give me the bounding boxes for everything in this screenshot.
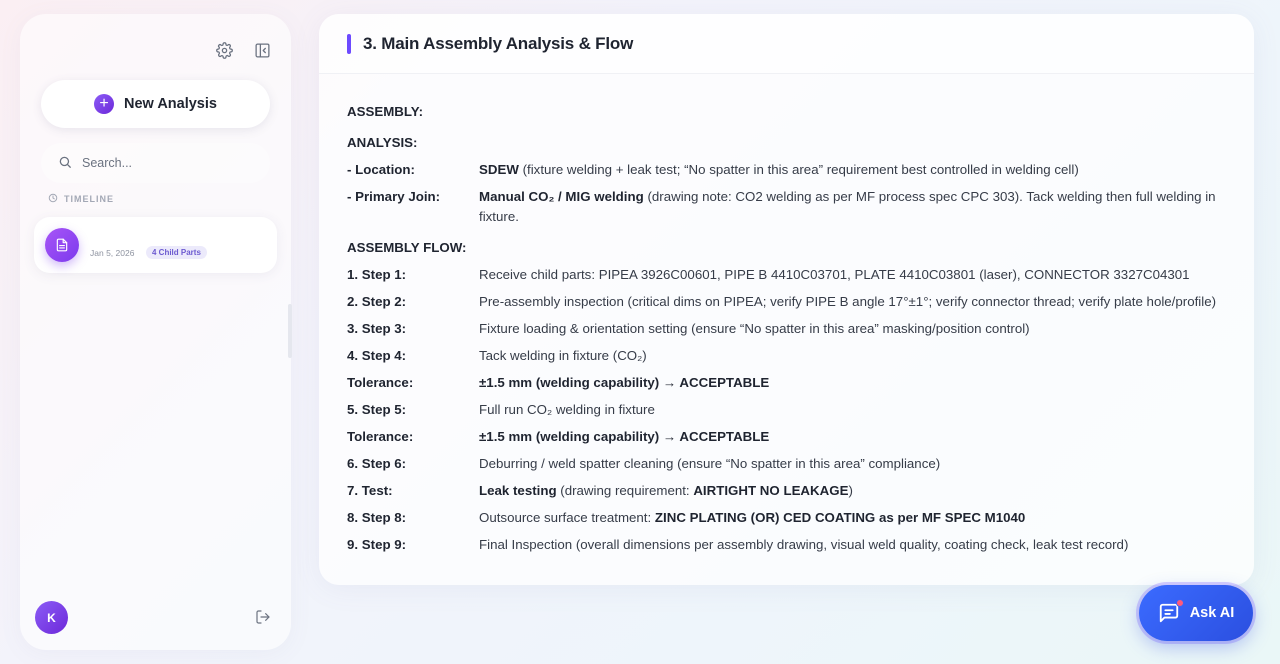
gear-icon[interactable] (215, 41, 233, 59)
analysis-panel (319, 14, 1254, 585)
search-placeholder: Search... (82, 156, 133, 170)
child-parts-badge: 4 Child Parts (146, 246, 207, 259)
step-text: Pre-assembly inspection (critical dims on PIPEA; verify PIPE B angle 17°±1°; verify connector thread; verify plate hole/profile) (479, 294, 1217, 309)
step-text (479, 508, 1234, 528)
step-text: Deburring / weld spatter cleaning (ensure “No spatter in this area” compliance) (479, 456, 941, 471)
timeline-heading (48, 193, 114, 205)
sidebar-scrollbar[interactable] (288, 304, 292, 358)
tolerance-key: Tolerance: (347, 429, 414, 444)
test-requirement: AIRTIGHT NO LEAKAGE (693, 483, 849, 498)
test-text-end: ) (848, 483, 853, 498)
chat-icon (1158, 602, 1180, 624)
step-text: Full run CO₂ welding in fixture (479, 402, 655, 417)
history-item[interactable] (34, 217, 277, 273)
location-strong: SDEW (479, 162, 519, 177)
search-input[interactable] (41, 143, 270, 183)
tolerance-strong: ±1.5 mm (welding capability) → ACCEPTABLE (479, 375, 770, 390)
history-date: Jan 5, 2026 (90, 248, 135, 258)
step-key: 3. Step 3: (347, 321, 407, 336)
clock-icon (48, 193, 58, 205)
step-key: 4. Step 4: (347, 348, 407, 363)
step-key: 9. Step 9: (347, 537, 407, 552)
step-text: Fixture loading & orientation setting (ensure “No spatter in this area” masking/position control) (479, 321, 1030, 336)
sidebar-top-actions (215, 41, 271, 59)
analysis-label: ANALYSIS: (347, 135, 418, 150)
location-key: - Location: (347, 162, 415, 177)
avatar[interactable]: K (35, 601, 68, 634)
step-key: 2. Step 2: (347, 294, 407, 309)
step-text: Receive child parts: PIPEA 3926C00601, PIPE B 4410C03701, PLATE 4410C03801 (laser), CONNECTOR 3327C04301 (479, 267, 1190, 282)
step-key: 6. Step 6: (347, 456, 407, 471)
step-text-lead: Outsource surface treatment: (479, 510, 655, 525)
sidebar (20, 14, 291, 650)
tolerance-value (479, 427, 1234, 447)
ask-ai-label: Ask AI (1189, 605, 1235, 621)
primary-join-value (479, 187, 1234, 227)
timeline-label: TIMELINE (64, 194, 114, 204)
coating-spec: ZINC PLATING (OR) CED COATING as per MF SPEC M1040 (654, 510, 1026, 525)
step-key: 8. Step 8: (347, 510, 407, 525)
step-text: Final Inspection (overall dimensions per assembly drawing, visual weld quality, coating check, leak test record) (479, 537, 1129, 552)
accent-bar (347, 34, 351, 54)
collapse-sidebar-icon[interactable] (253, 41, 271, 59)
page-title: 3. Main Assembly Analysis & Flow (363, 33, 634, 53)
test-value (479, 481, 1234, 501)
ask-ai-button[interactable] (1139, 585, 1253, 641)
step-key: 5. Step 5: (347, 402, 407, 417)
document-icon (45, 228, 79, 262)
flow-label: ASSEMBLY FLOW: (347, 240, 467, 255)
logout-icon[interactable] (255, 609, 271, 630)
new-analysis-button[interactable] (41, 80, 270, 128)
notification-dot (1176, 599, 1184, 607)
step-key: 1. Step 1: (347, 267, 407, 282)
primary-join-strong: Manual CO₂ / MIG welding (479, 189, 644, 204)
tolerance-strong: ±1.5 mm (welding capability) → ACCEPTABLE (479, 429, 770, 444)
plus-icon: + (94, 94, 114, 114)
test-text: (drawing requirement: (556, 483, 694, 498)
location-value (479, 160, 1234, 180)
primary-join-rest: (drawing note: CO2 welding as per MF process spec CPC 303). Tack welding then full welding in fixture. (479, 189, 1216, 224)
tolerance-key: Tolerance: (347, 375, 414, 390)
tolerance-value (479, 373, 1234, 393)
test-strong: Leak testing (479, 483, 557, 498)
primary-join-key: - Primary Join: (347, 189, 441, 204)
location-rest: (fixture welding + leak test; “No spatter in this area” requirement best controlled in welding cell) (518, 162, 1079, 177)
step-text: Tack welding in fixture (CO₂) (479, 348, 647, 363)
assembly-label: ASSEMBLY: (347, 104, 424, 119)
step-key: 7. Test: (347, 483, 393, 498)
panel-header (319, 14, 1254, 74)
search-icon (58, 155, 72, 172)
new-analysis-label: New Analysis (124, 96, 217, 112)
